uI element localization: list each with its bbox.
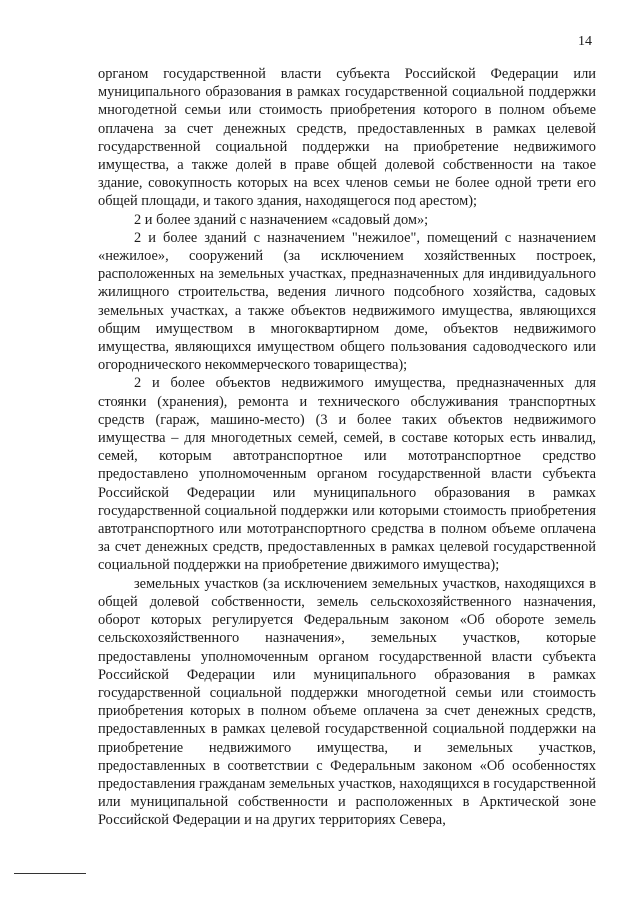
document-body (98, 65, 596, 830)
page-number: 14 (578, 34, 592, 49)
paragraph-garden-house: 2 и более зданий с назначением «садовый дом»; (134, 211, 429, 228)
paragraph-garage: 2 и более объектов недвижимого имущества, предназначенных для стоянки (хранения), ремонта и технического обслуживания транспортных средств (гараж, машино-место) (3 и более таких объектов недвижимого имущества – для многодетных семей, семей, в составе которых есть инвалид, семей, которым автотранспортное или мототранспортное средство предоставлено уполномоченным органом государственной власти субъекта Российской Федерации или муниципального образования в рамках государственной социальной поддержки или которыми стоимость приобретения автотранспортного или мототранспортного средства в полном объеме оплачена за счет денежных средств, предоставленных в рамках целевой государственной социальной поддержки на приобретение движимого имущества); (98, 375, 596, 574)
paragraph-land-plots: земельных участков (за исключением земельных участков, находящихся в общей долевой собственности, земель сельскохозяйственного назначения, оборот которых регулируется Федеральным законом «Об обороте земель сельскохозяйственного назначения», земельных участков, которые предоставлены уполномоченным органом государственной власти субъекта Российской Федерации или муниципального образования в рамках государственной социальной поддержки многодетной семьи или стоимость приобретения которых в полном объеме оплачена за счет денежных средств, предоставленных в рамках целевой государственной социальной поддержки на приобретение недвижимого имущества, и земельных участков, предоставленных в соответствии с Федеральным законом «Об особенностях предоставления гражданам земельных участков, находящихся в государственной или муниципальной собственности и расположенных в Арктической зоне Российской Федерации и на других территориях Севера, (98, 575, 596, 829)
footnote-divider (14, 873, 86, 874)
paragraph-non-residential: 2 и более зданий с назначением "нежилое", помещений с назначением «нежилое», сооружений (за исключением хозяйственных построек, расположенных на земельных участках, предназначенных для индивидуального жилищного строительства, ведения личного подсобного хозяйства, садовых земельных участках, а также объектов недвижимого имущества, являющихся общим имуществом в многоквартирном доме, объектов недвижимого имущества, являющихся имуществом общего пользования садоводческого или огороднического некоммерческого товарищества); (98, 229, 596, 374)
paragraph-continuation: органом государственной власти субъекта Российской Федерации или муниципального образования в рамках государственной социальной поддержки многодетной семьи или стоимость приобретения которого в полном объеме оплачена за счет денежных средств, предоставленных в рамках целевой государственной социальной поддержки на приобретение недвижимого имущества, а также долей в праве общей долевой собственности на такое здание, совокупность которых на всех членов семьи не более одной трети его общей площади, и такого здания, находящегося под арестом); (98, 66, 596, 210)
